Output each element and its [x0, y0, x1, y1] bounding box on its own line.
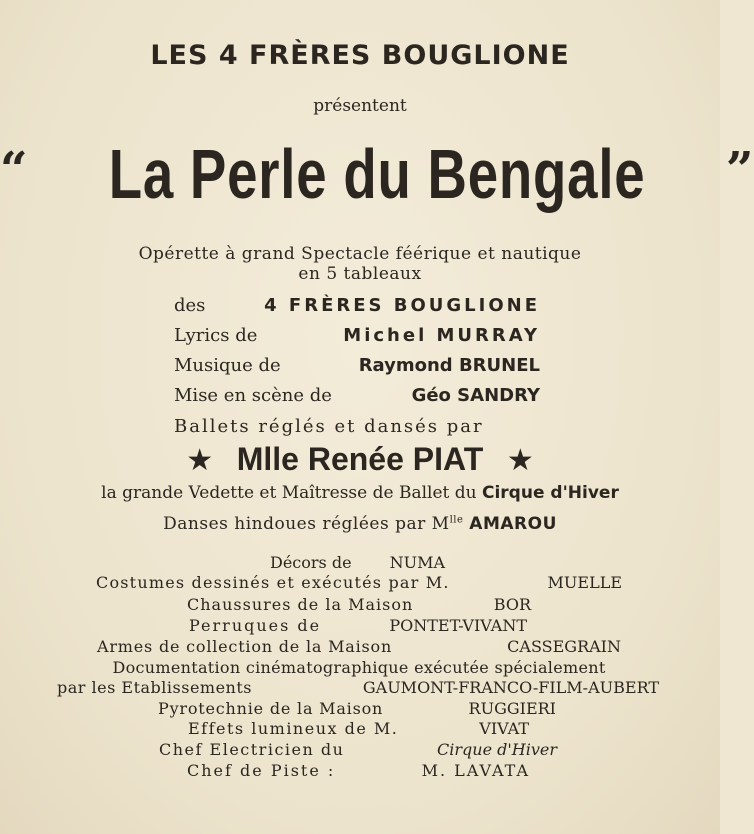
header-title: LES 4 FRÈRES BOUGLIONE [150, 40, 570, 71]
author-line-staging [174, 385, 540, 406]
danses-text: Danses hindoues réglées par M [163, 514, 450, 534]
credit-name: RUGGIERI [468, 699, 556, 718]
credit-name: NUMA [389, 553, 445, 572]
vedette-line [0, 483, 720, 503]
credit-decors [270, 553, 445, 572]
credit-role: Décors de [270, 553, 352, 572]
star-icon: ★ [506, 443, 534, 478]
credit-name: PONTET-VIVANT [389, 616, 527, 635]
credit-piste [187, 761, 530, 780]
credit-role: Costumes dessinés et exécutés par M. [96, 573, 450, 592]
author-line-lyrics [174, 325, 540, 346]
credit-name: Cirque d'Hiver [437, 740, 557, 759]
credit-armes [97, 637, 621, 656]
credit-name: MUELLE [547, 573, 622, 592]
credit-chaussures [187, 595, 531, 614]
credit-role: Documentation cinématographique exécutée spécialement [112, 658, 606, 677]
credit-costumes [96, 573, 622, 592]
danses-name: AMAROU [469, 514, 557, 534]
credit-electricien [159, 740, 557, 759]
credit-documentation [57, 658, 661, 677]
author-role: des [174, 295, 206, 316]
credit-name: BOR [493, 595, 531, 614]
author-name: Michel MURRAY [343, 325, 540, 346]
credit-role: Chef de Piste : [187, 761, 336, 780]
credit-role: Chef Electricien du [159, 740, 345, 759]
author-name: Raymond BRUNEL [358, 355, 540, 376]
credit-name: M. LAVATA [421, 761, 530, 780]
title-open-quote: “ [0, 142, 28, 198]
credit-role: Pyrotechnie de la Maison [158, 699, 384, 718]
author-role: Mise en scène de [174, 385, 332, 406]
credit-role: Perruques de [189, 616, 322, 635]
credit-role: Chaussures de la Maison [187, 595, 414, 614]
credit-role: Armes de collection de la Maison [97, 637, 393, 656]
credit-name: CASSEGRAIN [507, 637, 621, 656]
author-line-ballets [174, 416, 540, 437]
vedette-venue: Cirque d'Hiver [482, 483, 619, 503]
credit-role: Effets lumineux de M. [188, 719, 399, 738]
presentent-text: présentent [313, 96, 407, 116]
author-line-authors [174, 295, 540, 316]
title-close-quote: ” [725, 142, 754, 198]
title-text: La Perle du Bengale [108, 135, 646, 213]
credit-name: GAUMONT-FRANCO-FILM-AUBERT [362, 678, 659, 697]
danses-line [0, 514, 720, 534]
author-name: Géo SANDRY [411, 385, 540, 406]
credit-pyrotechnie [158, 699, 556, 718]
credit-perruques [189, 616, 527, 635]
subtitle-line1: Opérette à grand Spectacle féérique et nautique [138, 244, 582, 264]
star-line [0, 441, 720, 478]
credit-effets [188, 719, 529, 738]
author-line-music [174, 355, 540, 376]
credit-role: par les Etablissements [57, 678, 252, 697]
danses-sup: lle [449, 514, 464, 526]
subtitle-line2: en 5 tableaux [298, 264, 422, 284]
credit-name: VIVAT [479, 719, 529, 738]
star-name: Mlle Renée PIAT [236, 441, 484, 477]
author-role: Ballets réglés et dansés par [174, 416, 484, 437]
star-icon: ★ [186, 443, 214, 478]
vedette-text: la grande Vedette et Maîtresse de Ballet du [101, 483, 477, 503]
author-role: Lyrics de [174, 325, 258, 346]
credit-etablissements [57, 678, 659, 697]
author-name: 4 FRÈRES BOUGLIONE [264, 295, 540, 316]
author-role: Musique de [174, 355, 281, 376]
show-title [0, 134, 754, 224]
